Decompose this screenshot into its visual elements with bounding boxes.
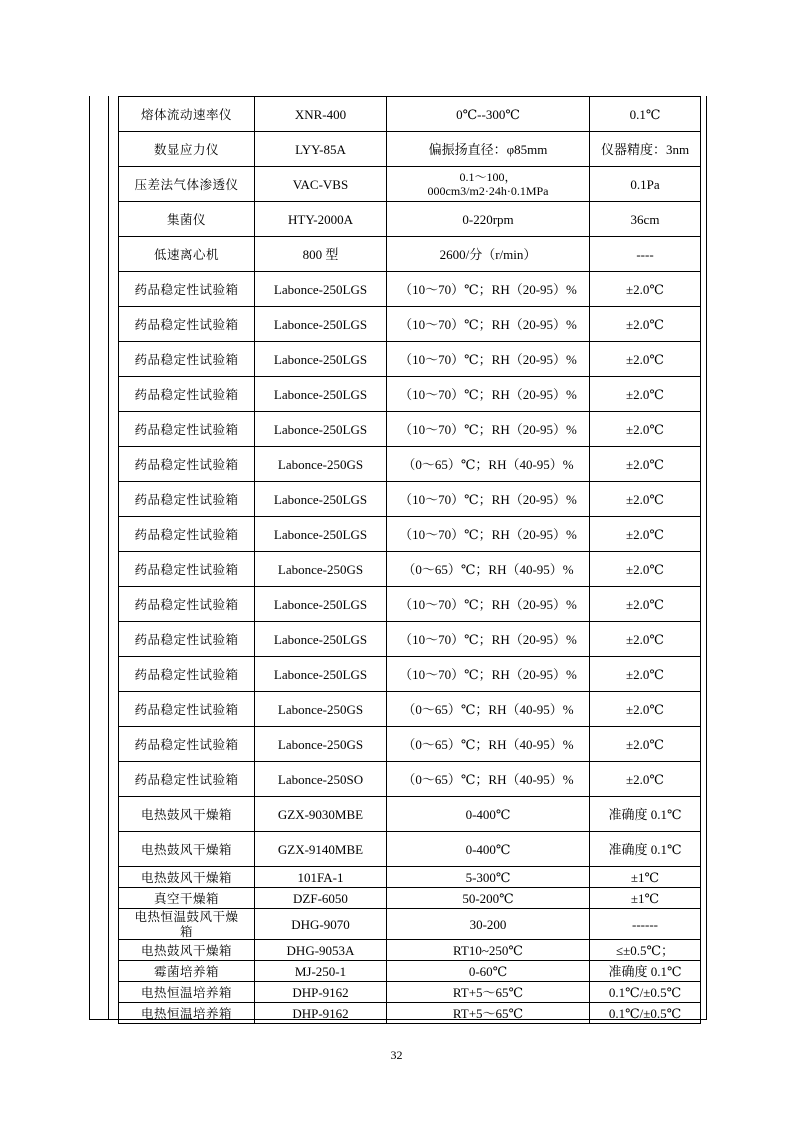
accuracy-cell: ±1℃ bbox=[590, 888, 701, 909]
table-row bbox=[119, 961, 701, 982]
measurement-range-cell: （10～70）℃；RH（20-95）% bbox=[387, 587, 590, 622]
equipment-name-cell: 压差法气体渗透仪 bbox=[119, 167, 255, 202]
equipment-name-cell: 药品稳定性试验箱 bbox=[119, 692, 255, 727]
table-row bbox=[119, 342, 701, 377]
measurement-range-cell: 50-200℃ bbox=[387, 888, 590, 909]
measurement-range-cell: 0-400℃ bbox=[387, 797, 590, 832]
equipment-name-cell: 低速离心机 bbox=[119, 237, 255, 272]
model-cell: GZX-9140MBE bbox=[255, 832, 387, 867]
table-row bbox=[119, 552, 701, 587]
table-row bbox=[119, 727, 701, 762]
table-row bbox=[119, 517, 701, 552]
equipment-name-cell: 药品稳定性试验箱 bbox=[119, 342, 255, 377]
accuracy-cell: ±2.0℃ bbox=[590, 342, 701, 377]
model-cell: Labonce-250LGS bbox=[255, 342, 387, 377]
measurement-range-cell: （10～70）℃；RH（20-95）% bbox=[387, 657, 590, 692]
measurement-range-cell: 2600/分（r/min） bbox=[387, 237, 590, 272]
equipment-name-cell: 真空干燥箱 bbox=[119, 888, 255, 909]
accuracy-cell: ±2.0℃ bbox=[590, 517, 701, 552]
accuracy-cell: 0.1℃/±0.5℃ bbox=[590, 982, 701, 1003]
accuracy-cell: ------ bbox=[590, 909, 701, 940]
model-cell: Labonce-250LGS bbox=[255, 377, 387, 412]
model-cell: DHP-9162 bbox=[255, 1003, 387, 1024]
table-row bbox=[119, 237, 701, 272]
measurement-range-cell: （0～65）℃；RH（40-95）% bbox=[387, 552, 590, 587]
equipment-name-cell: 药品稳定性试验箱 bbox=[119, 482, 255, 517]
table-row bbox=[119, 1003, 701, 1024]
table-row bbox=[119, 482, 701, 517]
accuracy-cell: ≤±0.5℃； bbox=[590, 940, 701, 961]
equipment-name-cell: 药品稳定性试验箱 bbox=[119, 727, 255, 762]
equipment-name-cell: 药品稳定性试验箱 bbox=[119, 552, 255, 587]
page-number: 32 bbox=[390, 1048, 403, 1062]
equipment-name-cell: 药品稳定性试验箱 bbox=[119, 377, 255, 412]
model-cell: VAC-VBS bbox=[255, 167, 387, 202]
equipment-name-cell: 电热恒温培养箱 bbox=[119, 1003, 255, 1024]
accuracy-cell: ±2.0℃ bbox=[590, 622, 701, 657]
equipment-name-cell: 霉菌培养箱 bbox=[119, 961, 255, 982]
table-row bbox=[119, 132, 701, 167]
table-row bbox=[119, 982, 701, 1003]
accuracy-cell: ±2.0℃ bbox=[590, 762, 701, 797]
measurement-range-cell: RT+5～65℃ bbox=[387, 982, 590, 1003]
measurement-range-cell: （10～70）℃；RH（20-95）% bbox=[387, 517, 590, 552]
accuracy-cell: ±2.0℃ bbox=[590, 552, 701, 587]
measurement-range-cell: （10～70）℃；RH（20-95）% bbox=[387, 377, 590, 412]
measurement-range-cell: （10～70）℃；RH（20-95）% bbox=[387, 272, 590, 307]
table-row bbox=[119, 909, 701, 940]
accuracy-cell: 36cm bbox=[590, 202, 701, 237]
accuracy-cell: ±2.0℃ bbox=[590, 377, 701, 412]
model-cell: Labonce-250SO bbox=[255, 762, 387, 797]
accuracy-cell: 准确度 0.1℃ bbox=[590, 961, 701, 982]
model-cell: Labonce-250LGS bbox=[255, 657, 387, 692]
accuracy-cell: ±2.0℃ bbox=[590, 482, 701, 517]
measurement-range-cell: 5-300℃ bbox=[387, 867, 590, 888]
measurement-range-cell: RT10~250℃ bbox=[387, 940, 590, 961]
table-row bbox=[119, 940, 701, 961]
equipment-name-cell: 药品稳定性试验箱 bbox=[119, 447, 255, 482]
table-row bbox=[119, 587, 701, 622]
equipment-name-cell: 药品稳定性试验箱 bbox=[119, 517, 255, 552]
accuracy-cell: 0.1Pa bbox=[590, 167, 701, 202]
model-cell: 800 型 bbox=[255, 237, 387, 272]
equipment-name-cell: 电热鼓风干燥箱 bbox=[119, 832, 255, 867]
accuracy-cell: 准确度 0.1℃ bbox=[590, 832, 701, 867]
accuracy-cell: 0.1℃/±0.5℃ bbox=[590, 1003, 701, 1024]
model-cell: Labonce-250LGS bbox=[255, 622, 387, 657]
equipment-name-cell: 药品稳定性试验箱 bbox=[119, 412, 255, 447]
measurement-range-cell: （0～65）℃；RH（40-95）% bbox=[387, 762, 590, 797]
model-cell: Labonce-250GS bbox=[255, 727, 387, 762]
accuracy-cell: ±2.0℃ bbox=[590, 307, 701, 342]
table-row bbox=[119, 272, 701, 307]
measurement-range-cell: （10～70）℃；RH（20-95）% bbox=[387, 482, 590, 517]
model-cell: Labonce-250GS bbox=[255, 552, 387, 587]
model-cell: Labonce-250LGS bbox=[255, 412, 387, 447]
accuracy-cell: ±2.0℃ bbox=[590, 447, 701, 482]
table-right-border bbox=[706, 96, 707, 1020]
model-cell: XNR-400 bbox=[255, 97, 387, 132]
accuracy-cell: 0.1℃ bbox=[590, 97, 701, 132]
model-cell: LYY-85A bbox=[255, 132, 387, 167]
model-cell: DHP-9162 bbox=[255, 982, 387, 1003]
equipment-name-cell: 药品稳定性试验箱 bbox=[119, 307, 255, 342]
measurement-range-cell: 0-60℃ bbox=[387, 961, 590, 982]
model-cell: 101FA-1 bbox=[255, 867, 387, 888]
measurement-range-cell: 30-200 bbox=[387, 909, 590, 940]
measurement-range-cell: （0～65）℃；RH（40-95）% bbox=[387, 692, 590, 727]
model-cell: Labonce-250LGS bbox=[255, 517, 387, 552]
measurement-range-cell: （10～70）℃；RH（20-95）% bbox=[387, 412, 590, 447]
measurement-range-cell: 0-400℃ bbox=[387, 832, 590, 867]
model-cell: DHG-9053A bbox=[255, 940, 387, 961]
equipment-name-cell: 药品稳定性试验箱 bbox=[119, 622, 255, 657]
model-cell: Labonce-250LGS bbox=[255, 587, 387, 622]
accuracy-cell: ±2.0℃ bbox=[590, 692, 701, 727]
table-row bbox=[119, 202, 701, 237]
measurement-range-cell: （0～65）℃；RH（40-95）% bbox=[387, 447, 590, 482]
measurement-range-cell: 0-220rpm bbox=[387, 202, 590, 237]
model-cell: Labonce-250LGS bbox=[255, 307, 387, 342]
table-row bbox=[119, 657, 701, 692]
table-row bbox=[119, 167, 701, 202]
model-cell: GZX-9030MBE bbox=[255, 797, 387, 832]
table-row bbox=[119, 832, 701, 867]
table-row bbox=[119, 307, 701, 342]
model-cell: DHG-9070 bbox=[255, 909, 387, 940]
equipment-name-cell: 药品稳定性试验箱 bbox=[119, 272, 255, 307]
equipment-name-cell: 药品稳定性试验箱 bbox=[119, 587, 255, 622]
table-gutter-divider bbox=[108, 96, 109, 1020]
table-row bbox=[119, 447, 701, 482]
accuracy-cell: 仪器精度：3nm bbox=[590, 132, 701, 167]
accuracy-cell: ±2.0℃ bbox=[590, 587, 701, 622]
model-cell: MJ-250-1 bbox=[255, 961, 387, 982]
table-row bbox=[119, 97, 701, 132]
equipment-name-cell: 电热鼓风干燥箱 bbox=[119, 940, 255, 961]
table-row bbox=[119, 797, 701, 832]
equipment-name-cell: 熔体流动速率仪 bbox=[119, 97, 255, 132]
equipment-name-cell: 电热恒温培养箱 bbox=[119, 982, 255, 1003]
equipment-name-cell: 电热鼓风干燥箱 bbox=[119, 797, 255, 832]
model-cell: Labonce-250GS bbox=[255, 447, 387, 482]
accuracy-cell: ±2.0℃ bbox=[590, 272, 701, 307]
table-row bbox=[119, 762, 701, 797]
measurement-range-cell: （10～70）℃；RH（20-95）% bbox=[387, 342, 590, 377]
equipment-table bbox=[118, 96, 701, 1024]
measurement-range-cell: 偏振扬直径：φ85mm bbox=[387, 132, 590, 167]
accuracy-cell: ---- bbox=[590, 237, 701, 272]
measurement-range-cell: 0.1～100， 000cm3/m2·24h·0.1MPa bbox=[387, 167, 590, 202]
equipment-name-cell: 数显应力仪 bbox=[119, 132, 255, 167]
equipment-table-body bbox=[119, 97, 701, 1024]
accuracy-cell: ±2.0℃ bbox=[590, 412, 701, 447]
model-cell: Labonce-250GS bbox=[255, 692, 387, 727]
equipment-name-cell: 药品稳定性试验箱 bbox=[119, 657, 255, 692]
measurement-range-cell: （10～70）℃；RH（20-95）% bbox=[387, 307, 590, 342]
table-row bbox=[119, 692, 701, 727]
model-cell: HTY-2000A bbox=[255, 202, 387, 237]
table-row bbox=[119, 622, 701, 657]
model-cell: Labonce-250LGS bbox=[255, 482, 387, 517]
measurement-range-cell: 0℃--300℃ bbox=[387, 97, 590, 132]
table-row bbox=[119, 412, 701, 447]
model-cell: DZF-6050 bbox=[255, 888, 387, 909]
measurement-range-cell: RT+5～65℃ bbox=[387, 1003, 590, 1024]
model-cell: Labonce-250LGS bbox=[255, 272, 387, 307]
accuracy-cell: 准确度 0.1℃ bbox=[590, 797, 701, 832]
table-row bbox=[119, 867, 701, 888]
table-row bbox=[119, 888, 701, 909]
equipment-name-cell: 集菌仪 bbox=[119, 202, 255, 237]
accuracy-cell: ±2.0℃ bbox=[590, 657, 701, 692]
table-row bbox=[119, 377, 701, 412]
measurement-range-cell: （10～70）℃；RH（20-95）% bbox=[387, 622, 590, 657]
table-left-border bbox=[89, 96, 90, 1020]
measurement-range-cell: （0～65）℃；RH（40-95）% bbox=[387, 727, 590, 762]
accuracy-cell: ±1℃ bbox=[590, 867, 701, 888]
equipment-name-cell: 电热鼓风干燥箱 bbox=[119, 867, 255, 888]
equipment-name-cell: 电热恒温鼓风干燥 箱 bbox=[119, 909, 255, 940]
equipment-name-cell: 药品稳定性试验箱 bbox=[119, 762, 255, 797]
accuracy-cell: ±2.0℃ bbox=[590, 727, 701, 762]
